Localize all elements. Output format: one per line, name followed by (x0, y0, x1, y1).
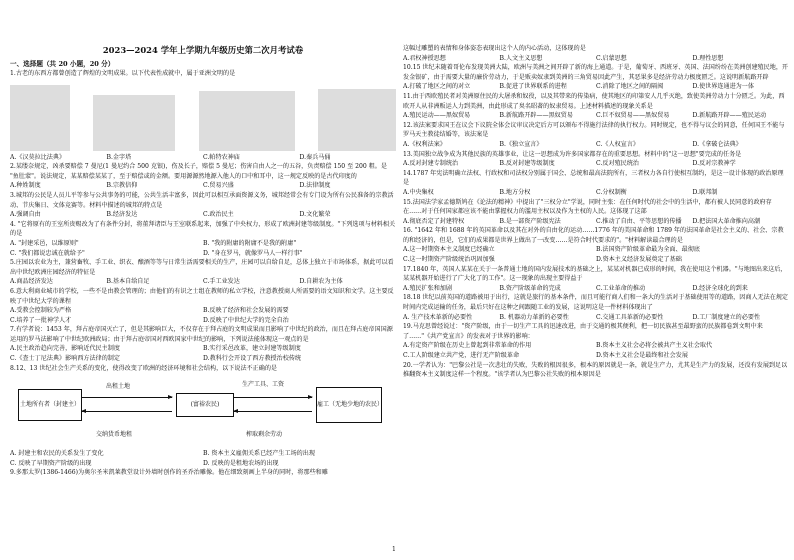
option: D.资本主义经济发展奠定了基础 (596, 256, 682, 264)
option: A.有定资产阶级在历史上曾起到非常革命的作用 (403, 342, 532, 350)
question-19-options (403, 341, 789, 360)
question-10-options (403, 82, 789, 92)
option: A. 生产技术革新的必要性 (403, 313, 473, 321)
question-1-options (10, 153, 396, 163)
option: D.理性思想 (692, 54, 724, 62)
question-18-options (403, 313, 789, 323)
option: C. 反映了早期资产阶级的出现 (10, 459, 92, 467)
option: D.法律制度 (299, 182, 331, 190)
option: A.种姓制度 (10, 182, 41, 190)
question-12: 12.该法案要求国王在议会下议院全体会议审议决定后方可以颁布不得施行法律的执行权力。同时规定，也不得与议会的同意，任何国王不能与罗马天主教徒结婚等，该法案是 (403, 121, 785, 139)
question-2-options (10, 181, 396, 191)
option: A. "封建采邑，以维原则" (10, 239, 79, 247)
option: C.消除了地区之间的隔阂 (596, 83, 664, 91)
diagram-arrow-right-2 (234, 397, 312, 398)
option: C.交通工具革新的必要性 (596, 313, 664, 321)
question-17: 17.1840 年，英国人某某在关于一条普通土地的国内发展技术的基础之上，某某对机器已成形的时间，我在使用这个机器。"与地图出来这后，某某机器开始进行了广大化了的工作"。这一现象的出现主要得益于 (403, 265, 787, 283)
question-14: 14.1787 年宪法明确立法权、行政权和司法权分别属于国会、总统和最高法院所有，三者权力各自行使相互制约，是这一设计体现的政治原理是 (403, 169, 784, 187)
option: C.《人权宣言》 (596, 140, 639, 148)
diagram-arrow-left-2 (234, 411, 312, 412)
question-3: 3.城邦的公民是人员儿平等参与公共事务的可能，公共生活丰富多，因此可以相互承面资源义务，城邦经常会有专门设为所有公民准备的宗教活动、节庆集日、文体竞赛等。材料中描述的城邦的特点是 (10, 191, 394, 209)
relationship-diagram (10, 375, 396, 447)
question-13: 13.美国独立战争成为其他民族的英雄事业，让这一思想成为许多国家都存在的重要思想。材料中的"这一思想"要完成的任务是 (403, 150, 742, 158)
option: D.自耕农为主体 (299, 278, 343, 286)
option: A.商品经济发达 (10, 278, 53, 286)
question-5: 5.庄园以农业为主，兼营畜牧、手工业、织衣、酿酒等等与日常生活需要相关的生产，庄园可以自给自足，总体上独立于市场体系，据此可以看出中世纪欧洲庄园经济的特征是 (10, 259, 394, 276)
option: B.反对封建等级制度 (499, 160, 555, 168)
question-16-options (403, 245, 789, 264)
question-13-options (403, 159, 789, 169)
question-16: 16. "1642 年和 1688 年的英国革命以及其在对外的自由化的运动……1776 年的美国革命和 1789 年的法国革命是社会主义的、社会、宗教的和经济的，但是，它们的成果都是世界上做出了一改变……是符合时代要求的"。"材料解读最合理的是 (403, 227, 784, 244)
option: A.殖民运动——黑奴贸易 (403, 112, 471, 120)
option: D.资本主义社会是最终和社会发展 (596, 352, 688, 359)
option: D.《拿破仑法典》 (692, 140, 742, 148)
question-15-options (403, 217, 789, 227)
option: A.殖民扩张和加剧 (403, 284, 452, 292)
hammurabi-stele-image (10, 85, 70, 151)
option: B.法国资产阶级革命最为全面、最彻底 (596, 246, 700, 254)
diagram-landowner-box: 土地所有者（封建主） (18, 389, 82, 421)
question-5-options (10, 277, 396, 287)
option: D.把法国大革命推向高潮 (692, 217, 761, 225)
question-7: 7.有学者说：1453 年，拜占庭帝国灭亡了，但是其影响巨大，不仅存在于拜占庭的文明成果而且影响了中世纪的政治，而且在拜占庭帝国国源运用的罗马法影响了中世纪欧洲政局；由于拜占庭帝国对西欧国家中世纪的影响，下列说法能体现这一观点的是 (10, 326, 393, 343)
option: C.巨不奴贸易——黑奴贸易 (596, 112, 670, 120)
option: B.资产阶级革命的完成 (499, 284, 561, 292)
question-11-options (403, 111, 789, 121)
option: A.民主政治趋向完善，影响近代民主制度 (10, 345, 120, 353)
page-title: 2023—2024 学年上学期九年级历史第二次月考试卷 (102, 45, 304, 55)
page-number: 1 (392, 546, 396, 553)
option: A.打破了地区之间的对立 (403, 83, 471, 91)
option: D.文化繁荣 (299, 211, 331, 219)
option: A. 封建主和农民的关系发生了变化 (10, 450, 104, 458)
option: D.联邦制 (692, 188, 718, 196)
option: D.经济全球化的到来 (692, 284, 748, 292)
question-10: 10.15 世纪末随着哥伦布发现美洲大陆，欧洲与美洲之间开辟了新的海上通道。于是，葡萄牙、西班牙、英国、法国纷纷在美洲创建殖民地，开发金银矿，由于需要大量的廉价劳动力，于是贩卖奴隶到美洲的三角贸易因此产生，其恶果多是经济劳动力极度匮乏。这说明新航路开辟 (403, 64, 789, 81)
parthenon-image (199, 91, 295, 151)
question-11: 11.由于西欧殖民者对美洲原住民的大屠杀和奴役，以及其带来的传染病，使其地区的印第安人几乎灭绝，致使美洲劳动力十分匮乏。为此，西欧开人从非洲贩运人力到美洲，由此形成了臭名昭著的奴隶贸易。上述材料描述的现象关系是 (403, 92, 785, 110)
question-12-options (403, 140, 789, 150)
question-8-options (10, 449, 396, 468)
option: D.反映了中世纪大学的完全自治 (203, 316, 289, 324)
question-4-options (10, 239, 396, 258)
option: B. "我的附庸的附庸不是我的附庸" (203, 239, 297, 247)
option: A.彻底否定了封建特权 (403, 217, 465, 225)
diagram-laborer-box: 雇工（无地少地的农民） (316, 387, 382, 423)
question-1-images (10, 81, 396, 151)
question-6: 6.意大利商业城市的学校，一些不是由教会管理的；由他们的有识之士组在教师的私立学校，注意教授商人所需要的语文知识和文学。这主要反映了中世纪大学的课程 (10, 287, 394, 305)
option: A.这一时期资本主义制度已经确立 (403, 246, 495, 254)
option: C.分权制衡 (596, 188, 627, 196)
diagram-label-surplus-labor: 榨取剩余劳动 (246, 431, 283, 439)
section-heading: 一、选择题（共 20 小题，20 分） (10, 60, 115, 68)
option: D. 反映的是租地农场的出现 (203, 459, 279, 467)
option: D.工厂制度建立的必要性 (692, 313, 761, 321)
question-3-options (10, 210, 396, 220)
question-1: 1.古老的东西方都曾创造了辉煌的文明成果。以下代表性成就中，属于亚洲文明的是 (10, 70, 236, 77)
option: C.手工业发达 (203, 278, 240, 286)
question-14-options (403, 188, 789, 198)
option: B.宗教信仰 (106, 182, 138, 190)
question-4: 4. "它将原有的王室所贵赐改为了有条件分封，将董拜诸臣与王室联系起来，加强了中央权力，形成了欧洲封建等级制度。"下列选项与材料相关的是 (10, 220, 396, 238)
question-18: 18.18 世纪以前英国的道路被用于出行，这就是旅行的基本条件，而且可能行商人们和一条大的生活对于基础使用等的道路，因商人无法在规定时间内完成运输的任务，最后只好在这种之间跟随工业的发展，这说明这是一件材料体现出了 (403, 294, 789, 312)
option: B.是一部资产阶级宪法 (499, 217, 561, 225)
question-20: 20.一学者认为："巴黎公社是一次悲壮的失败，失败的根因很多，根本的原因就是一条，就是生产力，尤其是生产力的发展，还没有发展到足以推翻资本主义制度这样一个程度。"该学者认为巴黎公社失败的根本原因是 (403, 361, 788, 379)
option: D.秦兵马俑 (299, 153, 331, 161)
option: A.《汉莫拉比法典》 (10, 153, 66, 161)
question-9-options (403, 54, 789, 64)
option: D.教科行会开设了西方教授治校传统 (203, 355, 302, 363)
option: C.贸易兴盛 (203, 182, 234, 190)
option: C.启蒙思想 (596, 54, 627, 62)
option: B. 资本主义雇佣关系已经产生工场的出现 (203, 450, 315, 458)
option: B.《独立宣言》 (499, 140, 543, 148)
question-2: 2.某缕奈规定，凶杀要赔偿 7 曼尼(1 曼尼约合 500 克银)，伤及长子，赔偿 5 曼尼；伤害自由人之一的五谷，负责赔偿 150 至 200 粗。是 "鱼肚蒙"。说法规定，某某赔偿某某了，至于赔偿或的金额。要用源源然地源入他人的口中和耳中，这一规定反映的是古代印度的 (10, 163, 387, 180)
option: A.《权利法案》 (403, 140, 446, 148)
question-9-continued: 这幅过雕塑的表情和身体姿态表现出这个人的内心活动，这体现的是 (403, 45, 586, 52)
option: D. "身在罗马，就像罗马人一样行事" (203, 249, 303, 257)
option: C.《查士丁尼法典》影响西方法律的制定 (10, 355, 120, 363)
option: C.推动了自由、平等思想的传播 (596, 217, 682, 225)
option: C.帕特农神庙 (203, 153, 240, 161)
option: D.新航路开辟——殖民运动 (692, 112, 767, 120)
question-19: 19.马克思曾经说过："资产阶级，由于一切生产工具的迅速改进，由于交通的极其便利，把一切民族甚至最野蛮的民族都卷到文明中来了……"《共产党宣言》的发表对于世界的影响： (403, 323, 763, 340)
question-15: 15.法国法学家孟德斯鸠在《论法的精神》中提出了"三权分立"学说，同时主张：在任何时代的社会中的生活中，都有被人民同意的政府存在……对于任何国家都应该不能由掌握权力的滥用主权以及作为主权的人民。这体现了这部 (403, 198, 772, 216)
question-6-options (10, 306, 396, 325)
question-17-options (403, 284, 789, 294)
pyramids-image (93, 95, 175, 151)
option: B.金字塔 (106, 153, 132, 161)
terracotta-warrior-image (318, 89, 396, 151)
option: A.中央集权 (403, 188, 434, 196)
option: B.反映了经济和社会发展的需要 (203, 307, 289, 315)
question-8: 8.12、13 世纪社会生产关系的变化，使得改变了欧洲的经济环境和社会结构，以下说法不正确的是 (10, 364, 278, 372)
option: B.地方分权 (499, 188, 531, 196)
option: C.这一时期资产阶级统治巩固加强 (403, 256, 495, 264)
option: B.实行采邑改革，建立封建等级制度 (203, 345, 301, 353)
option: B.基本自给自足 (106, 278, 150, 286)
diagram-arrow-right-1 (82, 397, 172, 398)
option: C. "我们都说忠诚在就给予" (10, 249, 85, 257)
diagram-farmer-box: (富裕农民) (176, 393, 234, 417)
option: D.使世界连通进为一体 (692, 83, 754, 91)
diagram-arrow-left-1 (82, 411, 172, 412)
option: A.强调自由 (10, 211, 41, 219)
option: A.反对封建专制统治 (403, 160, 459, 168)
option: B. 机器动力革新的必要性 (499, 313, 569, 321)
question-7-options (10, 344, 396, 363)
diagram-label-tools-wages: 生产工具、工资 (242, 381, 285, 389)
left-column (10, 0, 396, 552)
option: A.受教会控制较为严格 (10, 307, 72, 315)
option: C.培养了一批神学人才 (10, 316, 72, 324)
option: B.经济发达 (106, 211, 138, 219)
diagram-label-rent-land: 出租土地 (106, 383, 131, 391)
option: C.工业革命的推动 (596, 284, 646, 292)
option: B.资本主义社会必将会被共产主义社会取代 (596, 342, 713, 350)
option: C.反对殖民统治 (596, 160, 639, 168)
option: C.工人阶级建立共产党，进行无产阶级革命 (403, 352, 520, 359)
option: B.新航路开辟——黑奴贸易 (499, 112, 573, 120)
option: B.促进了世界联系的进程 (499, 83, 567, 91)
question-9: 9.多那太罗(1386-1466)为奥尔圣米凯莱教堂设计外墙时创作的圣乔治雕像。他在细致刻画上半身的同时，将那些和雕 (10, 469, 328, 477)
option: B.人文主义思想 (499, 54, 543, 62)
right-column (403, 0, 789, 552)
option: D.反对宗教神学 (692, 160, 736, 168)
option: A.君权神授思想 (403, 54, 446, 62)
option: C.政治民主 (203, 211, 234, 219)
diagram-label-money-rent: 交纳货币地租 (96, 431, 133, 439)
